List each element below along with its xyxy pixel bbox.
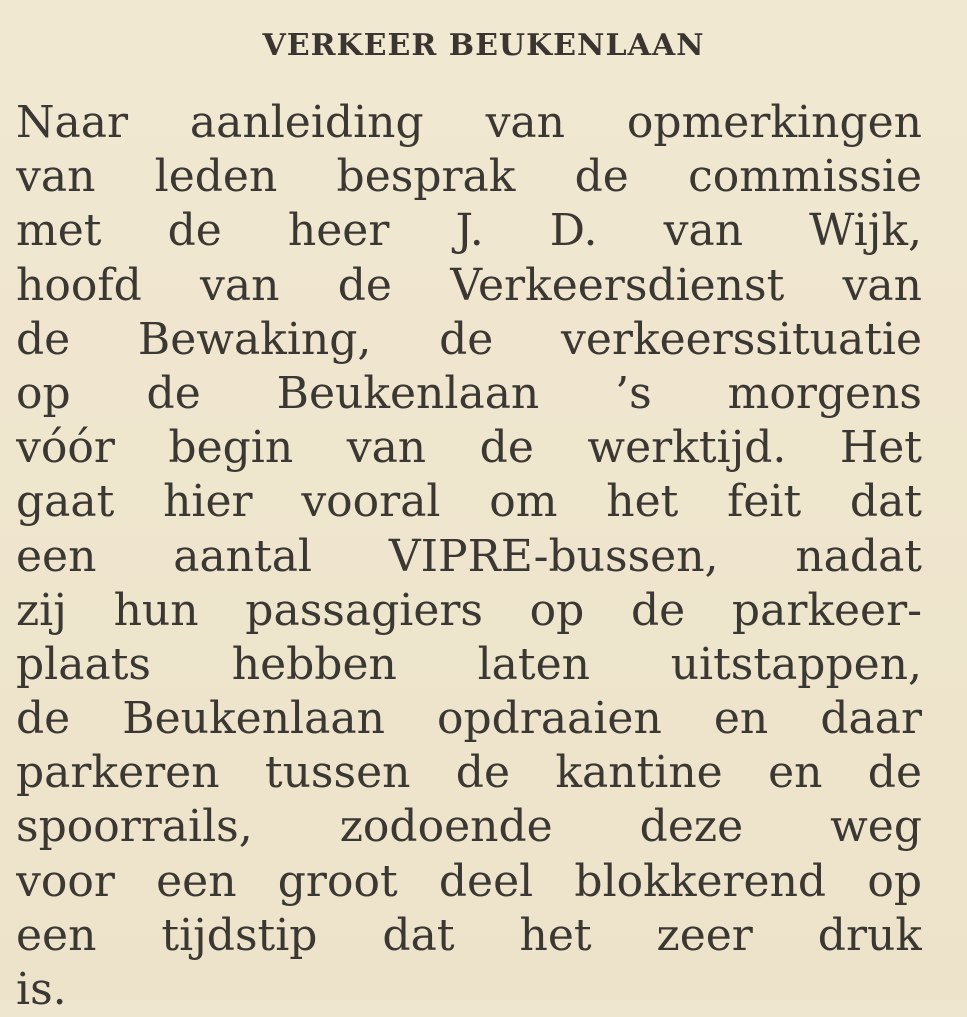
article-line: spoorrails, zodoende deze weg (16, 801, 922, 853)
article-body (16, 96, 922, 1017)
article-line: is. (16, 964, 67, 1015)
article-line: voor een groot deel blokkerend op (16, 855, 922, 907)
article-line: parkeren tussen de kantine en de (16, 747, 922, 799)
article-line: hoofd van de Verkeersdienst van (16, 259, 922, 311)
article-line: een tijdstip dat het zeer druk (16, 909, 922, 961)
article-line: van leden besprak de commissie (16, 151, 922, 203)
article-line: gaat hier vooral om het feit dat (16, 476, 922, 528)
article-line: op de Beukenlaan ’s morgens (16, 367, 922, 419)
article-line: met de heer J. D. van Wijk, (16, 205, 922, 257)
article-line: een aantal VIPRE-bussen, nadat (16, 530, 922, 582)
article-line: plaats hebben laten uitstappen, (16, 638, 922, 690)
article-line: Naar aanleiding van opmerkingen (16, 97, 922, 148)
article-line: zij hun passagiers op de parkeer- (16, 584, 922, 636)
article-line: de Bewaking, de verkeerssituatie (16, 313, 922, 365)
article-line: vóór begin van de werktijd. Het (16, 422, 922, 474)
article-line: de Beukenlaan opdraaien en daar (16, 693, 922, 745)
article-headline: VERKEER BEUKENLAAN (262, 28, 705, 63)
